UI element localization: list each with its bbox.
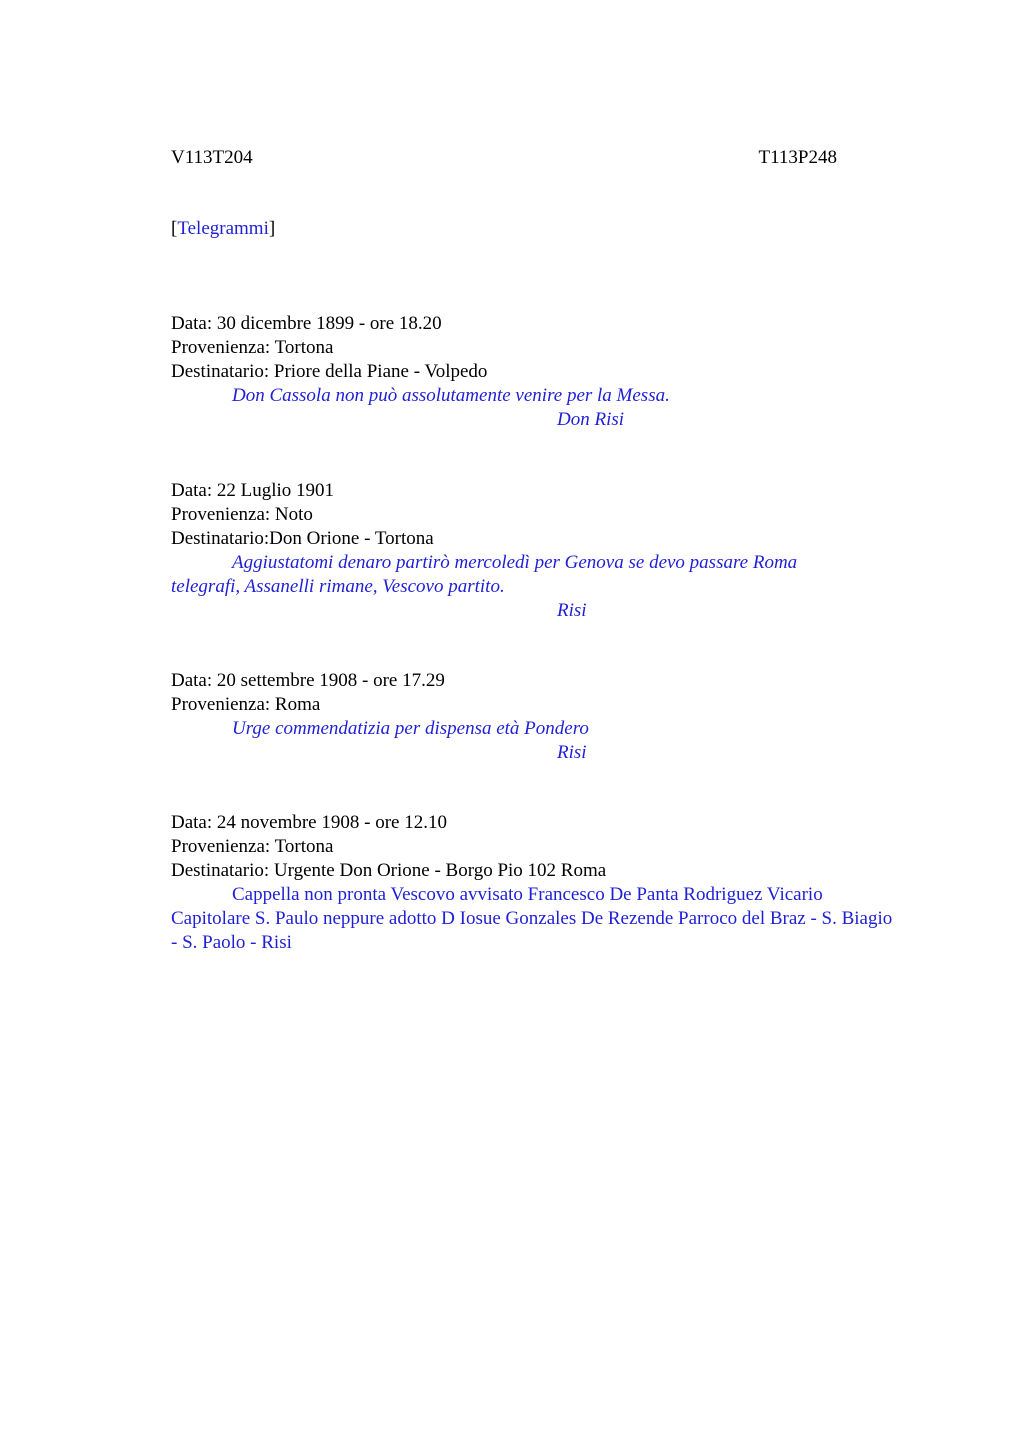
telegram-date: Data: 22 Luglio 1901 <box>171 480 335 501</box>
telegram-message: Cappella non pronta Vescovo avvisato Francesco De Panta Rodriguez Vicario Capitolare S. Paulo neppure adotto D Iosue Gonzales De Rezende Parroco del Braz - S. Biagio - S. Paolo - Risi <box>171 884 893 953</box>
telegram-recipient: Destinatario: Urgente Don Orione - Borgo Pio 102 Roma <box>171 860 607 881</box>
page-code: T113P248 <box>758 147 837 168</box>
telegram-signature: Risi <box>557 742 587 763</box>
telegram-origin: Provenienza: Tortona <box>171 337 334 358</box>
telegram-recipient: Destinatario: Priore della Piane - Volpedo <box>171 361 488 382</box>
document-codes <box>171 146 837 170</box>
volume-code: V113T204 <box>171 147 253 168</box>
telegram-2 <box>171 479 901 623</box>
section-title <box>171 217 275 241</box>
telegram-message: Don Cassola non può assolutamente venire per la Messa. <box>232 385 670 406</box>
telegram-origin: Provenienza: Roma <box>171 694 321 715</box>
section-title-text: Telegrammi <box>177 218 269 239</box>
bracket-open: [ <box>171 218 178 239</box>
telegram-date: Data: 24 novembre 1908 - ore 12.10 <box>171 812 447 833</box>
bracket-close: ] <box>268 218 276 239</box>
telegram-date: Data: 30 dicembre 1899 - ore 18.20 <box>171 313 442 334</box>
telegram-signature: Risi <box>557 600 587 621</box>
telegram-3 <box>171 669 901 765</box>
telegram-origin: Provenienza: Tortona <box>171 836 334 857</box>
telegram-origin: Provenienza: Noto <box>171 504 313 525</box>
telegram-recipient: Destinatario:Don Orione - Tortona <box>171 528 434 549</box>
telegram-1 <box>171 312 901 432</box>
telegram-signature: Don Risi <box>557 409 625 430</box>
telegram-message: Aggiustatomi denaro partirò mercoledì per Genova se devo passare Roma telegrafi, Assanelli rimane, Vescovo partito. <box>171 552 798 597</box>
telegram-4 <box>171 811 901 955</box>
telegram-date: Data: 20 settembre 1908 - ore 17.29 <box>171 670 445 691</box>
telegram-message: Urge commendatizia per dispensa età Pondero <box>232 718 589 739</box>
